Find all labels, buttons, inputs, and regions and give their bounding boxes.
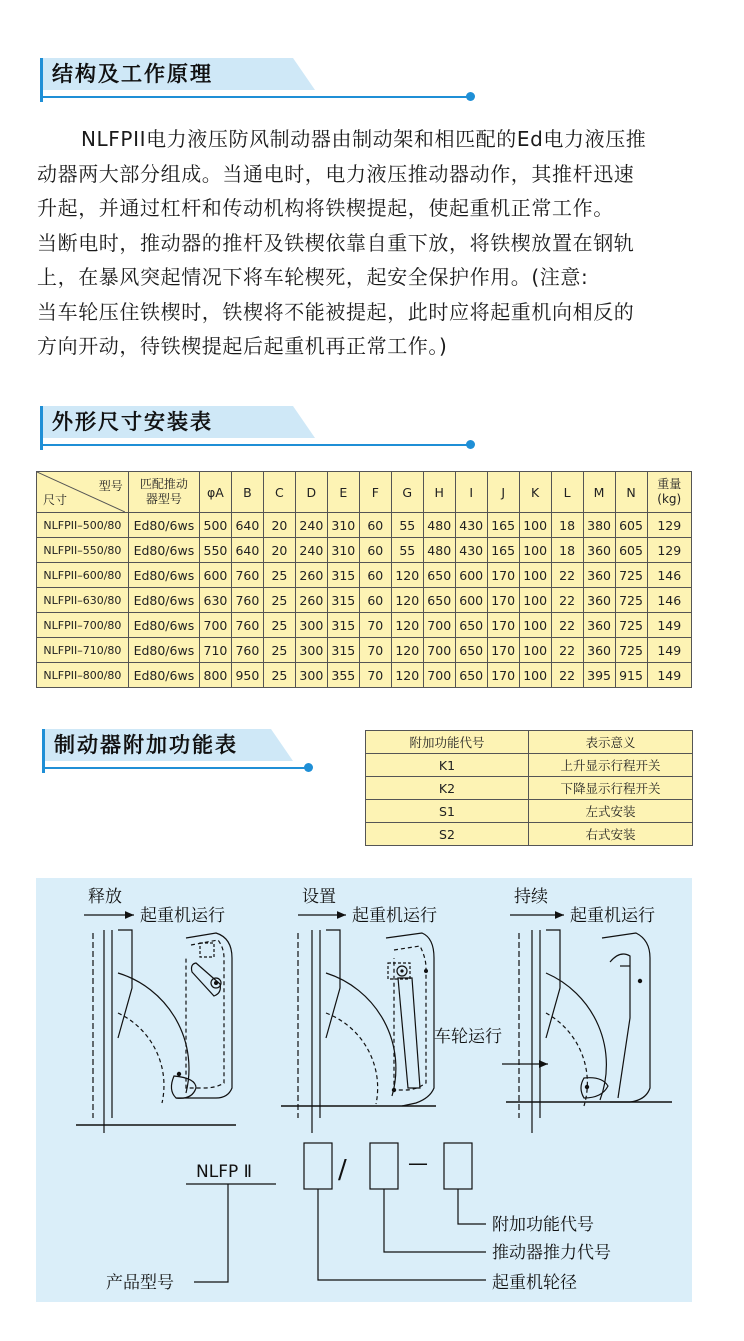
table-cell: 22 (551, 588, 583, 613)
table-cell: 100 (519, 663, 551, 688)
code-box-thrust (370, 1143, 398, 1189)
corner-bottom-label: 尺寸 (43, 493, 68, 507)
table-cell: 760 (231, 588, 263, 613)
table-cell: 605 (615, 513, 647, 538)
table-row (37, 588, 692, 613)
table-cell: 725 (615, 588, 647, 613)
column-header: I (455, 472, 487, 513)
table-header-row (37, 472, 692, 513)
intro-line: 上，在暴风突起情况下将车轮楔死，起安全保护作用。(注意: (37, 265, 589, 289)
table-cell: 915 (615, 663, 647, 688)
label-thrust-code: 推动器推力代号 (492, 1243, 611, 1263)
table-cell: 650 (455, 663, 487, 688)
table-cell: 60 (359, 538, 391, 563)
table-row (37, 638, 692, 663)
table-cell: 360 (583, 588, 615, 613)
table-cell: 360 (583, 613, 615, 638)
table-cell: 129 (647, 538, 691, 563)
table-cell: 100 (519, 588, 551, 613)
table-row (366, 823, 693, 846)
leader-lines (194, 1184, 486, 1282)
table-cell: 300 (295, 613, 327, 638)
column-header: 重量(kg) (647, 472, 691, 513)
state-label-hold: 持续 (514, 887, 548, 907)
table-cell: 18 (551, 538, 583, 563)
header-underline (40, 96, 470, 98)
crane-run-label: 起重机运行 (140, 906, 225, 926)
intro-line: 当断电时，推动器的推杆及铁楔依靠自重下放，将铁楔放置在钢轨 (37, 230, 635, 255)
table-cell: 700 (199, 613, 231, 638)
table-cell: 315 (327, 638, 359, 663)
table-cell: 355 (327, 663, 359, 688)
table-cell: 395 (583, 663, 615, 688)
label-function-code: 附加功能代号 (492, 1215, 594, 1235)
table-cell: 600 (455, 563, 487, 588)
table-header-row (366, 731, 693, 754)
column-header: G (391, 472, 423, 513)
table-cell: 260 (295, 563, 327, 588)
table-cell: 360 (583, 538, 615, 563)
table-cell: 165 (487, 513, 519, 538)
table-cell: 380 (583, 513, 615, 538)
table-cell: Ed80/6ws (128, 563, 199, 588)
table-cell: 120 (391, 638, 423, 663)
state-label-release: 释放 (88, 887, 122, 907)
table-cell: 25 (263, 663, 295, 688)
dimension-table-body (37, 513, 692, 688)
column-header: D (295, 472, 327, 513)
model-cell: NLFPII–700/80 (37, 613, 129, 638)
table-row (37, 538, 692, 563)
table-cell: Ed80/6ws (128, 613, 199, 638)
table-cell: 120 (391, 663, 423, 688)
label-wheel-diameter: 起重机轮径 (492, 1273, 577, 1293)
header-underline (42, 767, 308, 769)
table-cell: Ed80/6ws (128, 588, 199, 613)
table-cell: 60 (359, 513, 391, 538)
table-cell: 315 (327, 613, 359, 638)
brake-drawing-hold (506, 930, 672, 1133)
function-meaning-cell: 右式安装 (529, 823, 693, 846)
corner-top-label: 型号 (98, 479, 123, 493)
section-title: 外形尺寸安装表 (52, 410, 213, 434)
table-cell: Ed80/6ws (128, 638, 199, 663)
table-cell: 22 (551, 563, 583, 588)
table-cell: 20 (263, 513, 295, 538)
table-row (366, 754, 693, 777)
table-cell: 100 (519, 638, 551, 663)
intro-line: 升起，并通过杠杆和传动机构将铁楔提起，使起重机正常工作。 (37, 196, 614, 220)
diagram-panel (36, 878, 692, 1302)
function-meaning-cell: 下降显示行程开关 (529, 777, 693, 800)
intro-line: NLFPII电力液压防风制动器由制动架和相匹配的Ed电力液压推 (81, 127, 647, 151)
column-header: K (519, 472, 551, 513)
table-cell: 650 (423, 563, 455, 588)
table-cell: 149 (647, 663, 691, 688)
dimension-table (36, 471, 692, 688)
brake-diagram (36, 878, 692, 1302)
function-code-cell: S2 (366, 823, 529, 846)
table-cell: 725 (615, 613, 647, 638)
table-cell: 480 (423, 513, 455, 538)
table-cell: 170 (487, 663, 519, 688)
table-cell: 600 (455, 588, 487, 613)
table-cell: 550 (199, 538, 231, 563)
table-cell: 60 (359, 563, 391, 588)
table-cell: 360 (583, 563, 615, 588)
code-box-wheel (304, 1143, 332, 1189)
table-cell: 725 (615, 638, 647, 663)
function-table (365, 730, 693, 846)
model-cell: NLFPII–710/80 (37, 638, 129, 663)
table-cell: Ed80/6ws (128, 538, 199, 563)
column-header: 表示意义 (529, 731, 693, 754)
section-header-dimensions (40, 406, 480, 450)
table-cell: 500 (199, 513, 231, 538)
section-title: 制动器附加功能表 (54, 733, 238, 757)
table-cell: 22 (551, 613, 583, 638)
table-cell: 240 (295, 513, 327, 538)
table-cell: 165 (487, 538, 519, 563)
brake-drawing-set (281, 930, 436, 1133)
column-header: H (423, 472, 455, 513)
table-cell: Ed80/6ws (128, 513, 199, 538)
crane-run-label: 起重机运行 (352, 906, 437, 926)
intro-line: 方向开动，待铁楔提起后起重机再正常工作。) (37, 334, 448, 358)
section-header-functions (42, 729, 322, 773)
model-cell: NLFPII–500/80 (37, 513, 129, 538)
table-cell: 120 (391, 588, 423, 613)
table-cell: 300 (295, 638, 327, 663)
table-cell: 260 (295, 588, 327, 613)
table-cell: 600 (199, 563, 231, 588)
column-header: 匹配推动器型号 (128, 472, 199, 513)
model-cell: NLFPII–550/80 (37, 538, 129, 563)
function-code-cell: S1 (366, 800, 529, 823)
model-code-text: NLFP Ⅱ (196, 1162, 252, 1182)
table-cell: 70 (359, 638, 391, 663)
table-cell: 60 (359, 588, 391, 613)
code-box-function (444, 1143, 472, 1189)
table-cell: 310 (327, 538, 359, 563)
table-row (366, 800, 693, 823)
table-cell: 760 (231, 613, 263, 638)
table-cell: 640 (231, 513, 263, 538)
header-dot (466, 440, 475, 449)
column-header: 附加功能代号 (366, 731, 529, 754)
column-header: φA (199, 472, 231, 513)
state-label-set: 设置 (302, 887, 336, 907)
table-cell: 146 (647, 588, 691, 613)
table-cell: 170 (487, 588, 519, 613)
table-cell: 129 (647, 513, 691, 538)
table-cell: 950 (231, 663, 263, 688)
model-cell: NLFPII–800/80 (37, 663, 129, 688)
table-cell: 760 (231, 563, 263, 588)
code-dash: — (408, 1151, 428, 1175)
table-cell: 700 (423, 638, 455, 663)
table-cell: 20 (263, 538, 295, 563)
table-cell: 149 (647, 638, 691, 663)
brake-drawing-release (76, 930, 236, 1133)
crane-run-label: 起重机运行 (570, 906, 655, 926)
column-header: N (615, 472, 647, 513)
table-cell: 650 (423, 588, 455, 613)
table-cell: 240 (295, 538, 327, 563)
table-cell: 315 (327, 588, 359, 613)
header-dot (466, 92, 475, 101)
table-cell: 149 (647, 613, 691, 638)
table-cell: 310 (327, 513, 359, 538)
table-cell: 100 (519, 513, 551, 538)
table-cell: 800 (199, 663, 231, 688)
table-row (37, 663, 692, 688)
intro-line: 当车轮压住铁楔时，铁楔将不能被提起，此时应将起重机向相反的 (37, 299, 635, 324)
section-header-structure (40, 58, 480, 102)
table-cell: 650 (455, 613, 487, 638)
table-cell: 700 (423, 613, 455, 638)
table-cell: 170 (487, 613, 519, 638)
wheel-run-label: 车轮运行 (434, 1027, 502, 1047)
table-cell: 170 (487, 638, 519, 663)
table-row (37, 513, 692, 538)
table-cell: 360 (583, 638, 615, 663)
label-product-model: 产品型号 (106, 1273, 174, 1293)
table-cell: 430 (455, 538, 487, 563)
table-cell: 120 (391, 563, 423, 588)
corner-header-cell (37, 472, 129, 513)
function-meaning-cell: 上升显示行程开关 (529, 754, 693, 777)
table-cell: 25 (263, 638, 295, 663)
table-cell: 710 (199, 638, 231, 663)
table-cell: 146 (647, 563, 691, 588)
column-header: E (327, 472, 359, 513)
intro-paragraph (37, 122, 697, 364)
table-cell: 605 (615, 538, 647, 563)
function-meaning-cell: 左式安装 (529, 800, 693, 823)
table-cell: 700 (423, 663, 455, 688)
column-header: J (487, 472, 519, 513)
column-header: L (551, 472, 583, 513)
table-cell: 70 (359, 663, 391, 688)
model-cell: NLFPII–600/80 (37, 563, 129, 588)
table-cell: 650 (455, 638, 487, 663)
table-cell: 22 (551, 638, 583, 663)
table-cell: 22 (551, 663, 583, 688)
header-dot (304, 763, 313, 772)
header-underline (40, 444, 470, 446)
table-cell: 100 (519, 563, 551, 588)
table-row (366, 777, 693, 800)
column-header: M (583, 472, 615, 513)
table-cell: 55 (391, 538, 423, 563)
function-table-body (366, 754, 693, 846)
table-cell: 100 (519, 613, 551, 638)
table-cell: 630 (199, 588, 231, 613)
function-code-cell: K2 (366, 777, 529, 800)
intro-line: 动器两大部分组成。当通电时，电力液压推动器动作，其推杆迅速 (37, 161, 635, 186)
table-cell: 18 (551, 513, 583, 538)
table-cell: Ed80/6ws (128, 663, 199, 688)
table-cell: 430 (455, 513, 487, 538)
model-cell: NLFPII–630/80 (37, 588, 129, 613)
column-header: F (359, 472, 391, 513)
table-cell: 100 (519, 538, 551, 563)
table-cell: 640 (231, 538, 263, 563)
section-title: 结构及工作原理 (52, 62, 213, 86)
table-cell: 70 (359, 613, 391, 638)
code-slash: / (338, 1155, 347, 1185)
table-cell: 300 (295, 663, 327, 688)
table-cell: 170 (487, 563, 519, 588)
table-row (37, 563, 692, 588)
table-cell: 315 (327, 563, 359, 588)
table-cell: 480 (423, 538, 455, 563)
table-cell: 25 (263, 613, 295, 638)
table-cell: 55 (391, 513, 423, 538)
table-row (37, 613, 692, 638)
function-code-cell: K1 (366, 754, 529, 777)
table-cell: 760 (231, 638, 263, 663)
table-cell: 25 (263, 563, 295, 588)
table-cell: 25 (263, 588, 295, 613)
table-cell: 725 (615, 563, 647, 588)
column-header: C (263, 472, 295, 513)
column-header: B (231, 472, 263, 513)
table-cell: 120 (391, 613, 423, 638)
